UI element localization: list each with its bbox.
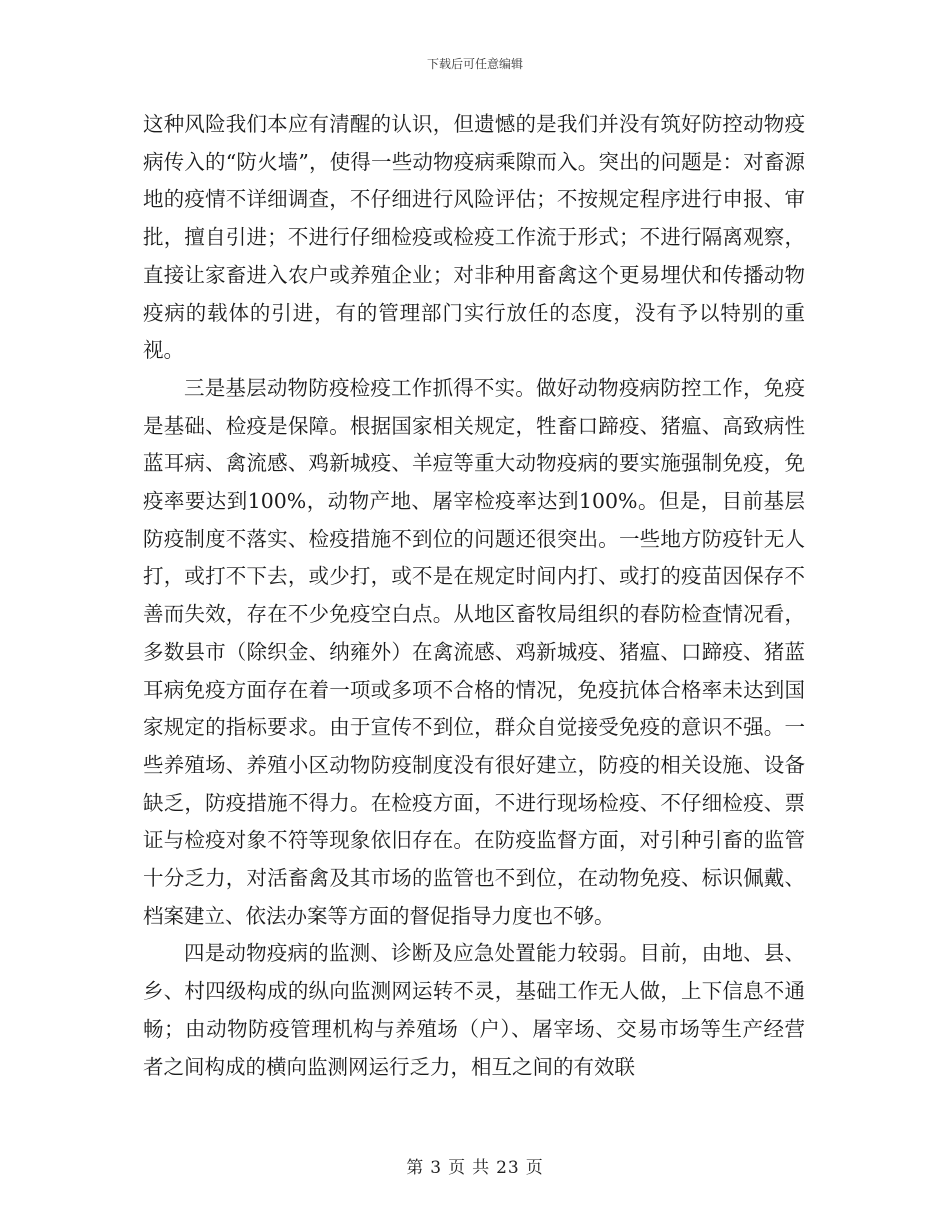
total-page-count: 23 [496, 1158, 520, 1178]
paragraph-point-three: 三是基层动物防疫检疫工作抓得不实。做好动物疫病防控工作，免疫是基础、检疫是保障。根据国家相关规定，牲畜口蹄疫、猪瘟、高致病性蓝耳病、禽流感、鸡新城疫、羊痘等重大动物疫病的要实施强制免疫，免疫率要达到100%，动物产地、屠宰检疫率达到100%。但是，目前基层防疫制度不落实、检疫措施不到位的问题还很突出。一些地方防疫针无人打，或打不下去，或少打，或不是在规定时间内打、或打的疫苗因保存不善而失效，存在不少免疫空白点。从地区畜牧局组织的春防检查情况看，多数县市（除织金、纳雍外）在禽流感、鸡新城疫、猪瘟、口蹄疫、猪蓝耳病免疫方面存在着一项或多项不合格的情况，免疫抗体合格率未达到国家规定的指标要求。由于宣传不到位，群众自觉接受免疫的意识不强。一些养殖场、养殖小区动物防疫制度没有很好建立，防疫的相关设施、设备缺乏，防疫措施不得力。在检疫方面，不进行现场检疫、不仔细检疫、票证与检疫对象不符等现象依旧存在。在防疫监督方面，对引种引畜的监管十分乏力，对活畜禽及其市场的监管也不到位，在动物免疫、标识佩戴、档案建立、依法办案等方面的督促指导力度也不够。 [143, 375, 805, 928]
footer-page-unit: 页 [448, 1158, 467, 1178]
current-page-number: 3 [430, 1158, 443, 1178]
paragraph-point-four: 四是动物疫病的监测、诊断及应急处置能力较弱。目前，由地、县、乡、村四级构成的纵向监测网运转不灵，基础工作无人做，上下信息不通畅；由动物防疫管理机构与养殖场（户）、屠宰场、交易市场等生产经营者之间构成的横向监测网运行乏力，相互之间的有效联 [143, 941, 805, 1079]
page-number-footer [0, 1153, 950, 1178]
footer-prefix: 第 [406, 1158, 425, 1178]
paragraph-continuation: 这种风险我们本应有清醒的认识，但遗憾的是我们并没有筑好防控动物疫病传入的“防火墙”，使得一些动物疫病乘隙而入。突出的问题是：对畜源地的疫情不详细调查，不仔细进行风险评估；不按规定程序进行申报、审批，擅自引进；不进行仔细检疫或检疫工作流于形式；不进行隔离观察，直接让家畜进入农户或养殖企业；对非种用畜禽这个更易埋伏和传播动物疫病的载体的引进，有的管理部门实行放任的态度，没有予以特别的重视。 [143, 112, 805, 363]
footer-total-prefix: 共 [472, 1158, 491, 1178]
document-body [143, 106, 805, 1086]
page-header-note: 下载后可任意编辑 [426, 57, 523, 71]
footer-total-unit: 页 [525, 1158, 544, 1178]
